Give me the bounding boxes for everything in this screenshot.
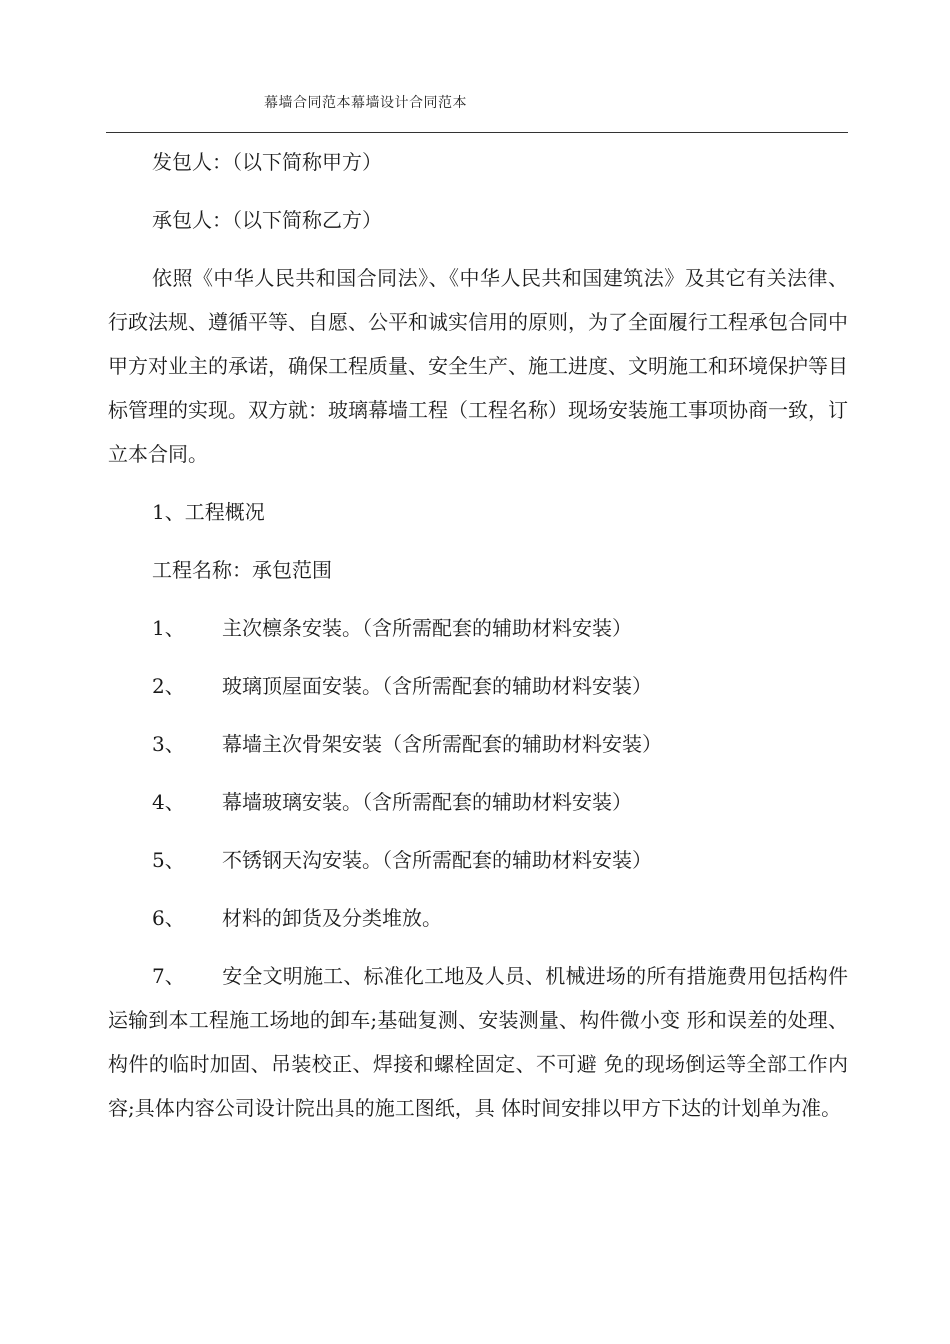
header-divider [106,132,848,133]
scope-item-number: 4、 [152,790,185,814]
scope-item [152,780,848,824]
section-heading: 1、工程概况 [152,500,265,524]
document-body [108,140,848,1130]
scope-item-text: 主次檩条安装。（含所需配套的辅助材料安装） [222,616,632,640]
scope-item [152,722,848,766]
preamble-paragraph: 依照《中华人民共和国合同法》、《中华人民共和国建筑法》及其它有关法律、行政法规、遵循平等、自愿、公平和诚实信用的原则，为了全面履行工程承包合同中甲方对业主的承诺，确保工程质量、安全生产、施工进度、文明施工和环境保护等目标管理的实现。双方就：玻璃幕墙工程（工程名称）现场安装施工事项协商一致，订立本合同。 [108,266,848,466]
scope-item-number: 3、 [152,732,185,756]
scope-item-number: 7、 [152,964,185,988]
scope-item-text: 幕墙主次骨架安装（含所需配套的辅助材料安装） [222,732,662,756]
scope-item-text: 安全文明施工、标准化工地及人员、机械进场的所有措施费用包括构件运输到本工程施工场地的卸车;基础复测、安装测量、构件微小变 形和误差的处理、构件的临时加固、吊装校正、焊接和螺栓固定、不可避 免的现场倒运等全部工作内容;具体内容公司设计院出具的施工图纸，具 体时间安排以甲方下达的计划单为准。 [108,964,848,1120]
scope-item-number: 1、 [152,616,185,640]
scope-item-text: 材料的卸货及分类堆放。 [222,906,442,930]
scope-item-number: 5、 [152,848,185,872]
scope-item-7 [108,954,848,1130]
project-name-line: 工程名称：承包范围 [152,558,332,582]
scope-item-number: 6、 [152,906,185,930]
scope-item [152,838,848,882]
scope-item-number: 2、 [152,674,185,698]
scope-item [152,896,848,940]
party-b-line: 承包人：（以下简称乙方） [152,208,382,232]
scope-item-text: 玻璃顶屋面安装。（含所需配套的辅助材料安装） [222,674,652,698]
scope-item-text: 不锈钢天沟安装。（含所需配套的辅助材料安装） [222,848,652,872]
scope-item [152,606,848,650]
scope-item [152,664,848,708]
running-header-title: 幕墙合同范本幕墙设计合同范本 [264,95,467,111]
party-a-line: 发包人：（以下简称甲方） [152,150,382,174]
scope-item-text: 幕墙玻璃安装。（含所需配套的辅助材料安装） [222,790,632,814]
